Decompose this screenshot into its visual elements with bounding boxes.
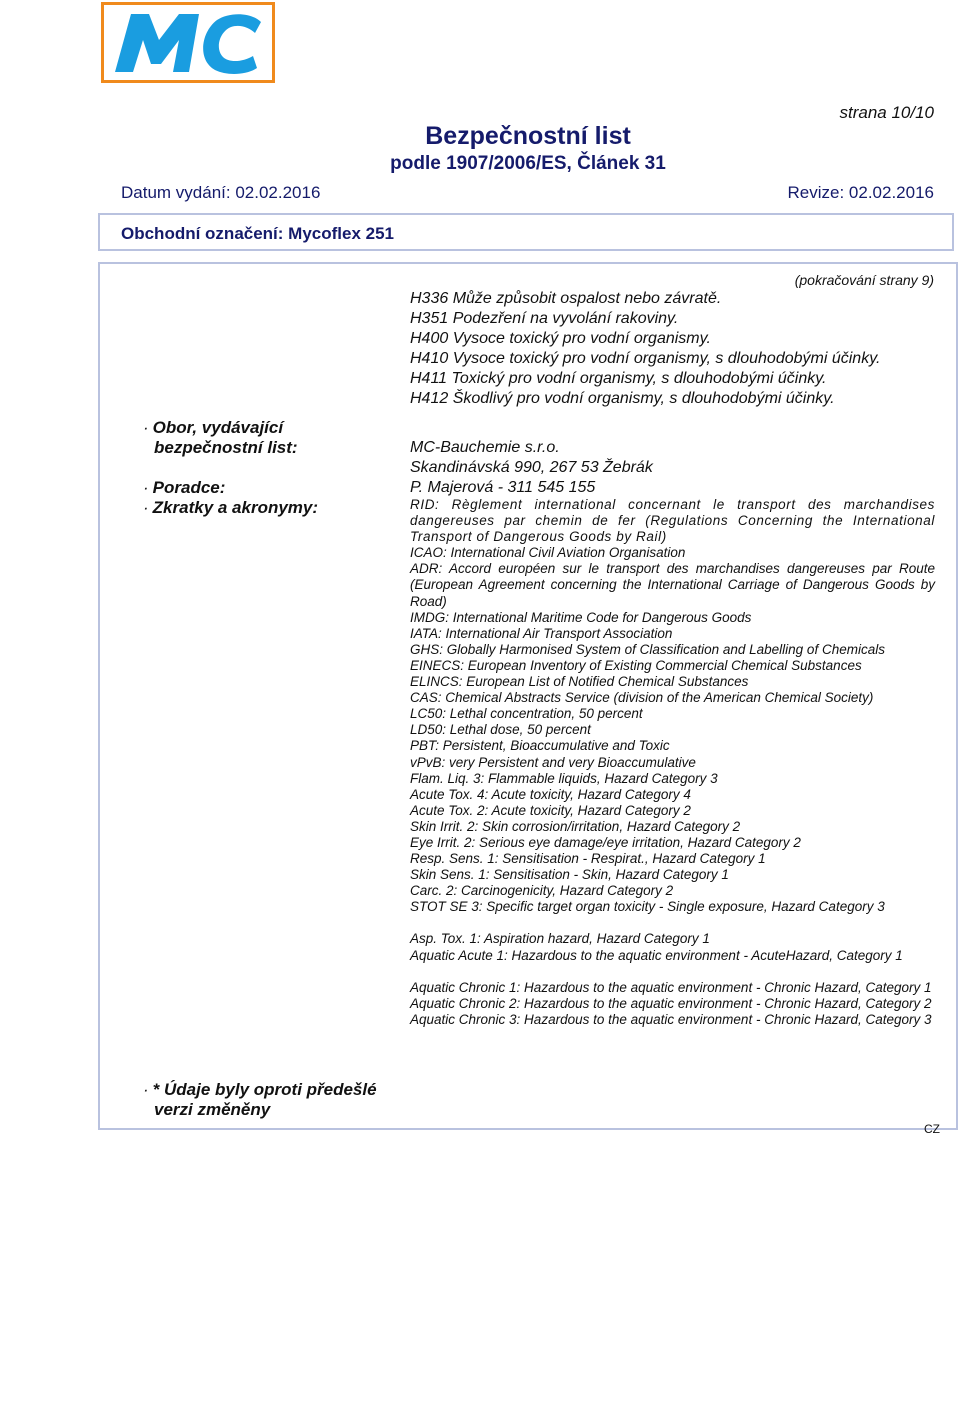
abbreviation-item: Acute Tox. 4: Acute toxicity, Hazard Category 4	[410, 786, 691, 802]
abbreviation-item: GHS: Globally Harmonised System of Classification and Labelling of Chemicals	[410, 641, 885, 657]
abbreviation-item: Acute Tox. 2: Acute toxicity, Hazard Category 2	[410, 802, 691, 818]
document-title: Bezpečnostní list	[425, 122, 631, 150]
abbreviation-item: Aquatic Acute 1: Hazardous to the aquatic environment - AcuteHazard, Category 1	[410, 947, 903, 963]
abbreviation-item: Resp. Sens. 1: Sensitisation - Respirat., Hazard Category 1	[410, 851, 766, 867]
abbreviation-item: Carc. 2: Carcinogenicity, Hazard Category 2	[410, 883, 674, 899]
abbreviation-item: Aquatic Chronic 1: Hazardous to the aquatic environment - Chronic Hazard, Category 1	[410, 979, 932, 995]
abbreviation-item: IMDG: International Maritime Code for Dangerous Goods	[410, 609, 752, 625]
issuer-label: · Obor, vydávající bezpečnostní list:	[143, 418, 298, 457]
revision-date: Revize: 02.02.2016	[787, 183, 934, 202]
changed-note: · * Údaje byly oproti předešlé verzi změněny	[143, 1080, 377, 1119]
abbreviation-item: STOT SE 3: Specific target organ toxicity - Single exposure, Hazard Category 3	[410, 899, 885, 915]
abbreviation-item: Aquatic Chronic 3: Hazardous to the aquatic environment - Chronic Hazard, Category 3	[410, 1011, 932, 1027]
advisor-value: P. Majerová - 311 545 155	[410, 479, 596, 496]
h-statement: H411 Toxický pro vodní organismy, s dlouhodobými účinky.	[410, 370, 827, 387]
abbreviation-item: RID: Règlement international concernant le transport des marchandises dangereuses par chemin de fer (Regulations Concerning the International Transport of Dangerous Goods by Rail)	[410, 497, 935, 545]
document-subtitle: podle 1907/2006/ES, Článek 31	[390, 153, 666, 174]
abbreviation-item: LC50: Lethal concentration, 50 percent	[410, 706, 643, 722]
h-statements	[410, 289, 880, 409]
h-statement: H351 Podezření na vyvolání rakoviny.	[410, 310, 679, 327]
advisor-label: · Poradce:	[143, 478, 226, 497]
h-statement: H410 Vysoce toxický pro vodní organismy, s dlouhodobými účinky.	[410, 350, 881, 367]
trade-name: Obchodní označení: Mycoflex 251	[121, 224, 395, 243]
abbreviation-item: PBT: Persistent, Bioaccumulative and Toxic	[410, 738, 670, 754]
issuer-name: MC-Bauchemie s.r.o.	[410, 439, 560, 456]
abbreviation-item: EINECS: European Inventory of Existing Commercial Chemical Substances	[410, 657, 862, 673]
abbreviation-item: ELINCS: European List of Notified Chemical Substances	[410, 674, 749, 690]
mc-logo	[101, 2, 275, 83]
page-number: strana 10/10	[839, 103, 934, 122]
spacer	[410, 915, 935, 931]
abbreviation-item: Asp. Tox. 1: Aspiration hazard, Hazard Category 1	[410, 931, 710, 947]
abbreviations-label: · Zkratky a akronymy:	[143, 498, 319, 517]
abbreviations-list	[410, 497, 935, 1028]
abbreviation-item: CAS: Chemical Abstracts Service (division of the American Chemical Society)	[410, 690, 874, 706]
issue-date: Datum vydání: 02.02.2016	[121, 183, 321, 202]
abbreviation-item: LD50: Lethal dose, 50 percent	[410, 722, 591, 738]
h-statement: H336 Může způsobit ospalost nebo závratě.	[410, 290, 722, 307]
spacer	[410, 964, 935, 980]
abbreviation-item: Skin Irrit. 2: Skin corrosion/irritation, Hazard Category 2	[410, 818, 741, 834]
language-code: CZ	[924, 1122, 940, 1136]
abbreviation-item: Flam. Liq. 3: Flammable liquids, Hazard Category 3	[410, 770, 718, 786]
h-statement: H400 Vysoce toxický pro vodní organismy.	[410, 330, 711, 347]
continued-note: (pokračování strany 9)	[794, 272, 934, 288]
abbreviation-item: ICAO: International Civil Aviation Organisation	[410, 545, 686, 561]
abbreviation-item: IATA: International Air Transport Association	[410, 625, 673, 641]
abbreviation-item: Skin Sens. 1: Sensitisation - Skin, Hazard Category 1	[410, 867, 729, 883]
abbreviation-item: Eye Irrit. 2: Serious eye damage/eye irritation, Hazard Category 2	[410, 834, 801, 850]
abbreviation-item: ADR: Accord européen sur le transport des marchandises dangereuses par Route (European Agreement concerning the International Carriage of Dangerous Goods by Road)	[410, 561, 935, 609]
h-statement: H412 Škodlivý pro vodní organismy, s dlouhodobými účinky.	[410, 390, 835, 407]
issuer-address: Skandinávská 990, 267 53 Žebrák	[410, 459, 653, 476]
abbreviation-item: Aquatic Chronic 2: Hazardous to the aquatic environment - Chronic Hazard, Category 2	[410, 995, 932, 1011]
abbreviation-item: vPvB: very Persistent and very Bioaccumulative	[410, 754, 696, 770]
